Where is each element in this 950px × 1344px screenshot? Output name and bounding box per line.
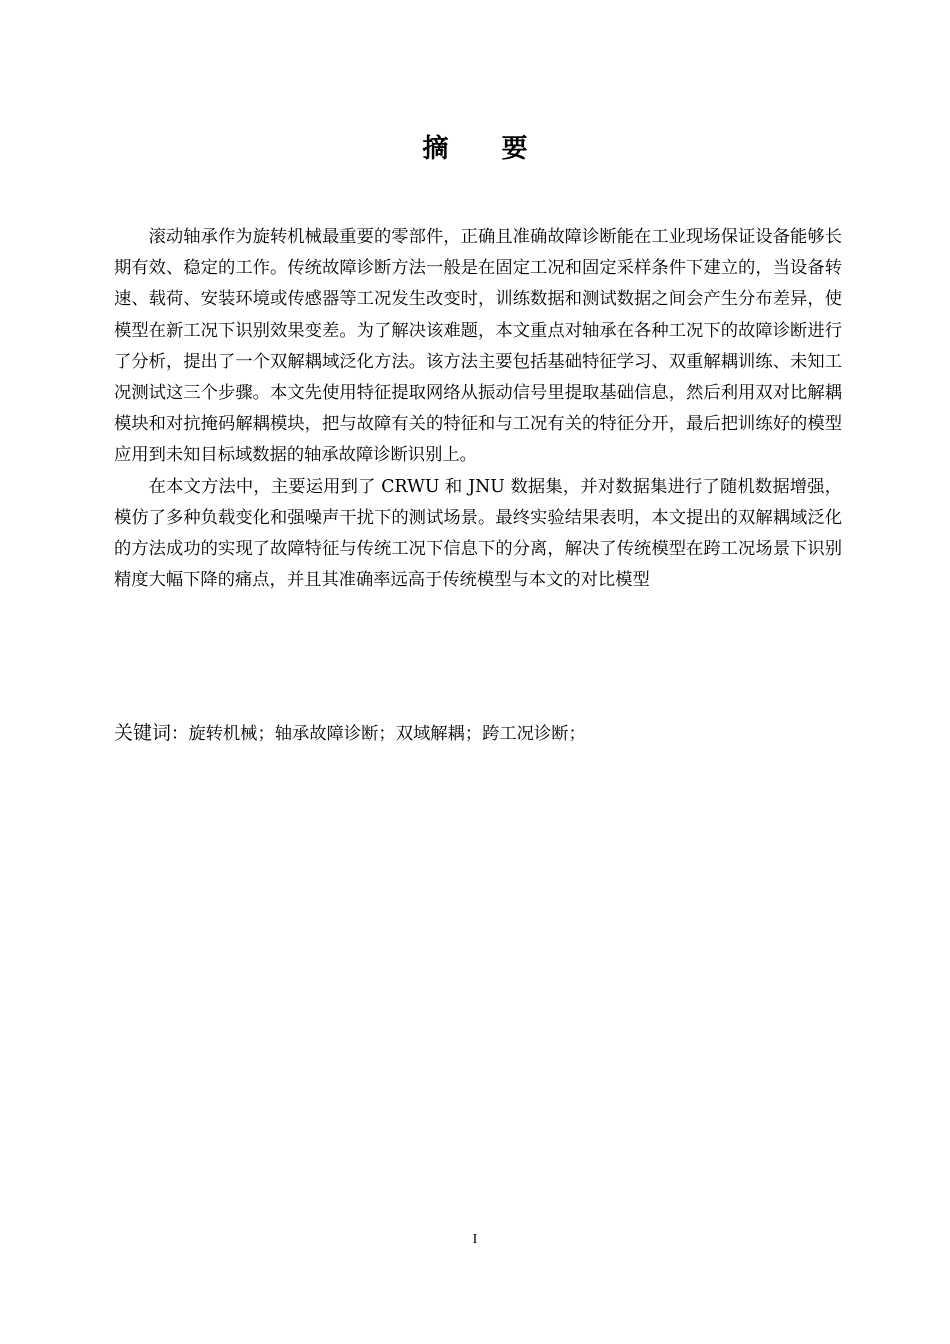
abstract-title: 摘 要 — [422, 134, 550, 165]
page-number: I — [472, 1232, 478, 1247]
abstract-paragraph-1: 滚动轴承作为旋转机械最重要的零部件，正确且准确故障诊断能在工业现场保证设备能够长期有效、稳定的工作。传统故障诊断方法一般是在固定工况和固定采样条件下建立的，当设备转速、载荷、安装环境或传感器等工况发生改变时，训练数据和测试数据之间会产生分布差异，使模型在新工况下识别效果变差。为了解决该难题，本文重点对轴承在各种工况下的故障诊断进行了分析，提出了一个双解耦域泛化方法。该方法主要包括基础特征学习、双重解耦训练、未知工况测试这三个步骤。本文先使用特征提取网络从振动信号里提取基础信息，然后利用双对比解耦模块和对抗掩码解耦模块，把与故障有关的特征和与工况有关的特征分开，最后把训练好的模型应用到未知目标域数据的轴承故障诊断识别上。 — [114, 227, 842, 466]
keywords-line — [114, 718, 842, 750]
abstract-body — [114, 222, 842, 596]
keywords-separator: ： — [171, 724, 189, 744]
keywords-text: 旋转机械；轴承故障诊断；双域解耦；跨工况诊断； — [188, 724, 586, 744]
abstract-paragraph-2: 在本文方法中，主要运用到了 CRWU 和 JNU 数据集，并对数据集进行了随机数据增强，模仿了多种负载变化和强噪声干扰下的测试场景。最终实验结果表明，本文提出的双解耦域泛化的方法成功的实现了故障特征与传统工况下信息下的分离，解决了传统模型在跨工况场景下识别精度大幅下降的痛点，并且其准确率远高于传统模型与本文的对比模型 — [114, 476, 842, 591]
keywords-label: 关键词 — [114, 722, 172, 744]
